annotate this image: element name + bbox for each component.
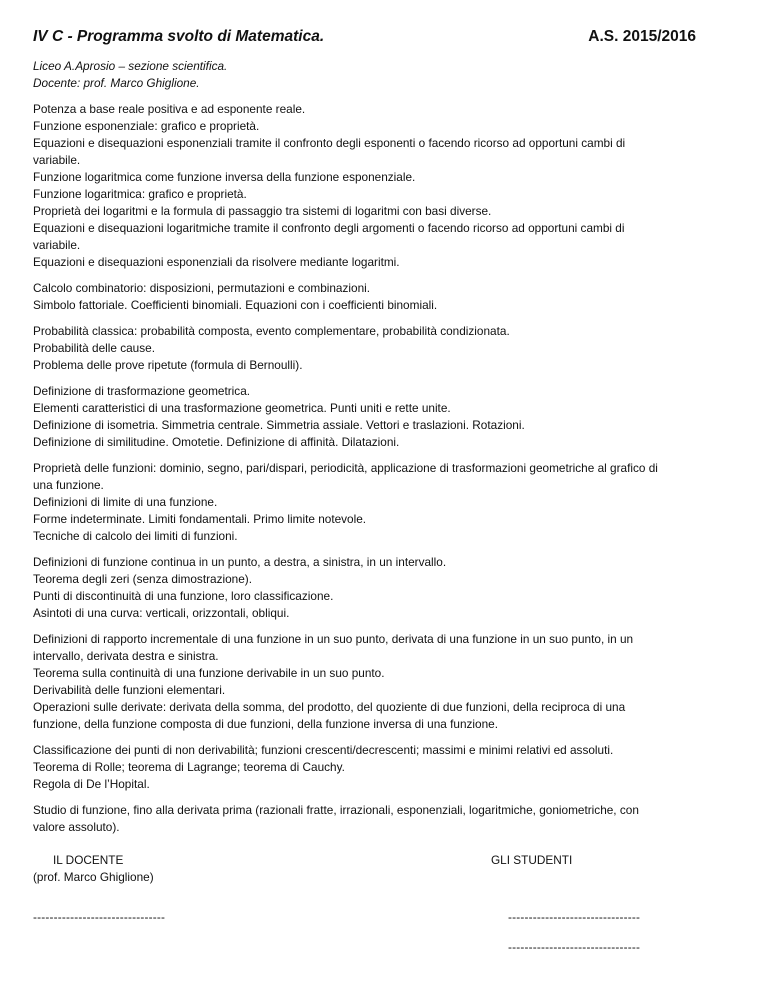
program-line: Teorema degli zeri (senza dimostrazione). bbox=[33, 572, 252, 586]
program-section bbox=[33, 323, 738, 374]
program-line: Derivabilità delle funzioni elementari. bbox=[33, 683, 226, 697]
school-year: A.S. 2015/2016 bbox=[588, 28, 696, 45]
program-line: Problema delle prove ripetute (formula di Bernoulli). bbox=[33, 358, 303, 372]
program-line: intervallo, derivata destra e sinistra. bbox=[33, 649, 219, 663]
program-line: Regola di De l’Hopital. bbox=[33, 777, 150, 791]
program-line: Definizione di trasformazione geometrica. bbox=[33, 384, 251, 398]
program-line: Definizione di similitudine. Omotetie. Definizione di affinità. Dilatazioni. bbox=[33, 435, 400, 449]
program-line: Funzione esponenziale: grafico e proprietà. bbox=[33, 119, 260, 133]
program-line: Punti di discontinuità di una funzione, loro classificazione. bbox=[33, 589, 334, 603]
program-section bbox=[33, 383, 738, 451]
program-line: Teorema di Rolle; teorema di Lagrange; teorema di Cauchy. bbox=[33, 760, 345, 774]
program-line: una funzione. bbox=[33, 478, 104, 492]
program-line: valore assoluto). bbox=[33, 820, 120, 834]
program-sections bbox=[33, 101, 738, 836]
student-signature-line-2: -------------------------------- bbox=[508, 940, 641, 954]
program-line: Definizioni di funzione continua in un punto, a destra, a sinistra, in un intervallo. bbox=[33, 555, 447, 569]
program-section bbox=[33, 280, 738, 314]
program-section bbox=[33, 802, 738, 836]
program-section bbox=[33, 742, 738, 793]
students-signature-block bbox=[491, 852, 572, 869]
teacher-signature-line: -------------------------------- bbox=[33, 910, 166, 924]
program-line: Proprietà dei logaritmi e la formula di passaggio tra sistemi di logaritmi con basi diverse. bbox=[33, 204, 492, 218]
student-signature-line-1: -------------------------------- bbox=[508, 910, 641, 924]
program-line: Forme indeterminate. Limiti fondamentali. Primo limite notevole. bbox=[33, 512, 367, 526]
signature-area bbox=[33, 852, 738, 900]
program-line: Asintoti di una curva: verticali, orizzontali, obliqui. bbox=[33, 606, 290, 620]
program-line: Definizioni di limite di una funzione. bbox=[33, 495, 218, 509]
program-line: Teorema sulla continuità di una funzione derivabile in un suo punto. bbox=[33, 666, 385, 680]
program-line: Probabilità delle cause. bbox=[33, 341, 155, 355]
program-section bbox=[33, 460, 738, 545]
title-row bbox=[33, 28, 738, 58]
document-page bbox=[33, 28, 738, 900]
program-line: Equazioni e disequazioni esponenziali da risolvere mediante logaritmi. bbox=[33, 255, 400, 269]
program-line: Simbolo fattoriale. Coefficienti binomiali. Equazioni con i coefficienti binomiali. bbox=[33, 298, 438, 312]
program-section bbox=[33, 101, 738, 271]
program-line: Probabilità classica: probabilità composta, evento complementare, probabilità condizionata. bbox=[33, 324, 510, 338]
program-line: Studio di funzione, fino alla derivata prima (razionali fratte, irrazionali, esponenziali, logaritmiche, goniometriche, con bbox=[33, 803, 639, 817]
teacher-name: Docente: prof. Marco Ghiglione. bbox=[33, 76, 200, 90]
program-line: Classificazione dei punti di non derivabilità; funzioni crescenti/decrescenti; massimi e minimi relativi ed assoluti. bbox=[33, 743, 614, 757]
teacher-signature-name: (prof. Marco Ghiglione) bbox=[33, 870, 154, 884]
program-line: Elementi caratteristici di una trasformazione geometrica. Punti uniti e rette unite. bbox=[33, 401, 451, 415]
program-line: Equazioni e disequazioni esponenziali tramite il confronto degli esponenti o facendo ricorso ad opportuni cambi di bbox=[33, 136, 626, 150]
program-line: Tecniche di calcolo dei limiti di funzioni. bbox=[33, 529, 238, 543]
teacher-signature-block bbox=[33, 852, 154, 886]
program-line: Equazioni e disequazioni logaritmiche tramite il confronto degli argomenti o facendo ricorso ad opportuni cambi di bbox=[33, 221, 625, 235]
teacher-label: IL DOCENTE bbox=[53, 853, 124, 867]
program-line: Definizione di isometria. Simmetria centrale. Simmetria assiale. Vettori e traslazioni. Rotazioni. bbox=[33, 418, 525, 432]
program-line: Funzione logaritmica come funzione inversa della funzione esponenziale. bbox=[33, 170, 416, 184]
document-title: IV C - Programma svolto di Matematica. bbox=[33, 28, 325, 45]
program-section bbox=[33, 631, 738, 733]
program-line: variabile. bbox=[33, 153, 81, 167]
program-line: variabile. bbox=[33, 238, 81, 252]
program-section bbox=[33, 554, 738, 622]
document-meta bbox=[33, 58, 738, 92]
program-line: Calcolo combinatorio: disposizioni, permutazioni e combinazioni. bbox=[33, 281, 371, 295]
program-line: Potenza a base reale positiva e ad esponente reale. bbox=[33, 102, 306, 116]
program-line: Operazioni sulle derivate: derivata della somma, del prodotto, del quoziente di due funzioni, della reciproca di una bbox=[33, 700, 626, 714]
program-line: Definizioni di rapporto incrementale di una funzione in un suo punto, derivata di una funzione in un suo punto, in un bbox=[33, 632, 634, 646]
school-name: Liceo A.Aprosio – sezione scientifica. bbox=[33, 59, 228, 73]
program-line: Funzione logaritmica: grafico e proprietà. bbox=[33, 187, 247, 201]
students-label: GLI STUDENTI bbox=[491, 853, 573, 867]
program-line: funzione, della funzione composta di due funzioni, della funzione inversa di una funzione. bbox=[33, 717, 498, 731]
program-line: Proprietà delle funzioni: dominio, segno, pari/dispari, periodicità, applicazione di trasformazioni geometriche al grafico di bbox=[33, 461, 658, 475]
